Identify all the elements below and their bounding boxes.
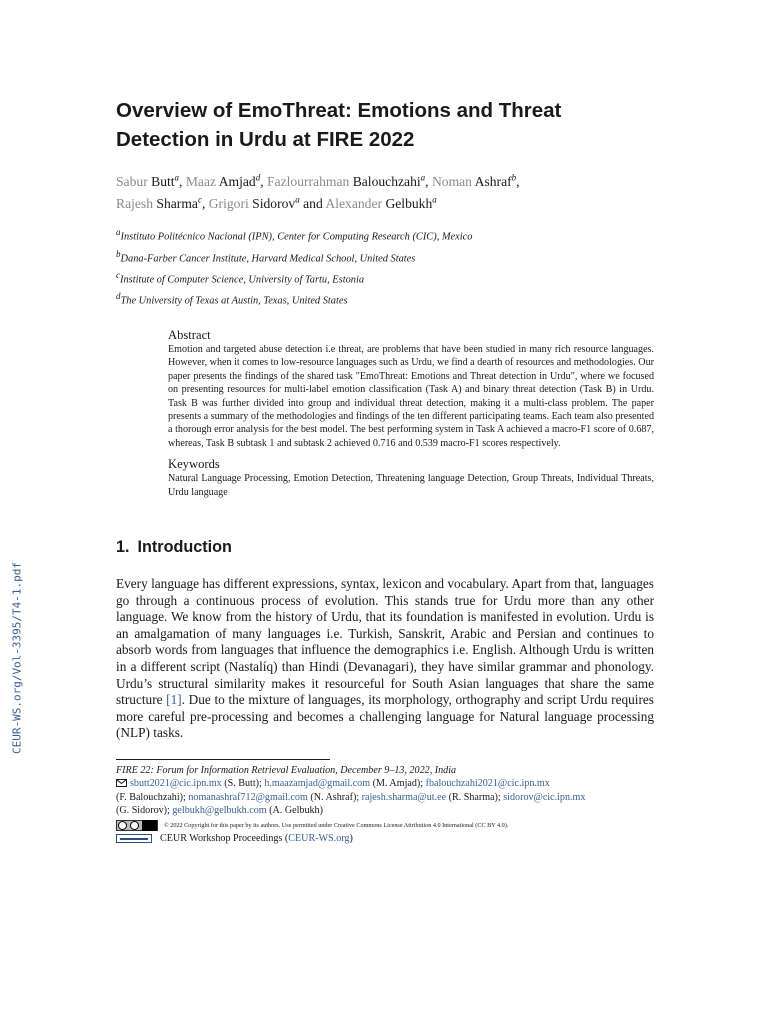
side-doi-link[interactable]: [8, 553, 26, 763]
author-first-name: Fazlourrahman: [267, 173, 350, 189]
author: Rajesh Sharma$^c$,: [116, 194, 209, 212]
venue-note: FIRE 22: Forum for Information Retrieval Evaluation, December 9–13, 2022, India: [116, 764, 457, 776]
author-aff-mark: a: [295, 194, 300, 205]
author-aff-mark: c: [197, 194, 202, 205]
affiliation-mark: a: [116, 227, 121, 238]
email-link[interactable]: h.maazamjad@gmail.com: [264, 778, 371, 790]
author-first-name: Alexander: [325, 196, 383, 212]
author-last-name: Amjad: [218, 173, 256, 189]
section-title: Introduction: [137, 538, 232, 556]
affiliation-mark: c: [116, 270, 120, 280]
author-aff-mark: b: [511, 172, 517, 182]
author: Grigori Sidorov$^a$ and: [208, 194, 326, 212]
author-last-name: Balouchzahi: [352, 173, 421, 189]
license-text: © 2022 Copyright for this paper by its authors. Use permitted under Creative Commons License Attribution 4.0 International (CC BY 4.0).: [164, 821, 509, 829]
author-last-name: Gelbukh: [385, 196, 433, 212]
affiliation-mark: d: [116, 291, 121, 302]
author: Sabur Butt$^a$,: [116, 172, 186, 189]
side-link-text[interactable]: CEUR-WS.org/Vol-3395/T4-1.pdf: [10, 561, 24, 755]
keywords-text: Natural Language Processing, Emotion Detection, Threatening language Detection, Group Threats, Individual Threats, Urdu language: [168, 473, 654, 498]
affiliation-mark: b: [116, 248, 121, 259]
email-link[interactable]: fbalouchzahi2021@cic.ipn.mx: [425, 778, 550, 790]
author: Maaz Amjad$^d$,: [185, 172, 267, 189]
author-last-name: Ashraf: [474, 173, 512, 189]
abstract-heading: Abstract: [168, 327, 211, 342]
cc-by-badge[interactable]: [116, 820, 158, 831]
section-number: 1.: [116, 538, 130, 556]
citation-link[interactable]: [1]: [166, 692, 182, 708]
email-link[interactable]: nomanashraf712@gmail.com: [188, 791, 308, 803]
author-last-name: Butt: [151, 173, 175, 189]
author-first-name: Grigori: [208, 196, 249, 212]
ceur-logo: [116, 834, 152, 843]
author-aff-mark: a: [174, 172, 180, 182]
author: [325, 196, 436, 211]
abstract-text: Emotion and targeted abuse detection i.e threat, are problems that have been studied in many rich resource languages. However, when it comes to low-resource languages such as Urdu, we find a dearth of resources and methodologies. Our paper presents the findings of the shared task "EmoThreat: Emotions and Threat detection in Urdu", where we focused on presenting resources for multi-label emotion classification (Task A) and binary threat detection (Task B) in Urdu. Task B was further divided into group and individual threat detection, making it a multi-class problem. The paper presents a summary of the methodologies and findings of the ten different participating teams. Each team also presented a thorough error analysis for the best model. The best performing system in Task A achieved a macro-F1 score of 0.687, whereas, Task B subtask 1 and subtask 2 achieved 0.716 and 0.539 macro-F1 scores respectively.: [168, 343, 654, 449]
email-link[interactable]: rajesh.sharma@ut.ee: [361, 791, 447, 803]
section-heading-introduction: [116, 537, 654, 557]
email-link[interactable]: sbutt2021@cic.ipn.mx: [130, 778, 222, 790]
affiliation-item: [116, 267, 654, 288]
author-aff-mark: a: [420, 172, 426, 182]
affiliation-text: Dana-Farber Cancer Institute, Harvard Medical School, United States: [120, 253, 416, 264]
affiliation-item: [116, 288, 654, 309]
affiliation-text: The University of Texas at Austin, Texas, United States: [120, 295, 348, 307]
author-first-name: Sabur: [116, 173, 148, 189]
affiliation-item: [116, 246, 654, 267]
footnote-block: [116, 764, 654, 845]
envelope-icon: [116, 779, 127, 787]
author: Fazlourrahman Balouchzahi$^a$,: [267, 172, 432, 189]
author-last-name: Sidorov: [252, 196, 296, 212]
license-row: [116, 820, 654, 831]
affiliation-text: Instituto Politécnico Nacional (IPN), Center for Computing Research (CIC), Mexico: [120, 231, 473, 243]
paper-page: [116, 96, 654, 845]
email-link[interactable]: gelbukh@gelbukh.com: [172, 805, 267, 817]
author-first-name: Rajesh: [116, 196, 153, 212]
footnote-divider: [116, 759, 330, 760]
keywords-heading: Keywords: [168, 457, 220, 472]
author: Noman Ashraf$^b$,: [431, 172, 520, 189]
author-aff-mark: d: [255, 172, 261, 182]
author-first-name: Maaz: [185, 173, 217, 189]
author-last-name: Sharma: [156, 196, 198, 212]
affiliation-item: [116, 224, 654, 245]
ceur-row: [116, 832, 654, 845]
affiliation-list: [116, 224, 654, 310]
abstract-block: [168, 328, 654, 499]
paper-title: Overview of EmoThreat: Emotions and Threat Detection in Urdu at FIRE 2022: [116, 99, 562, 151]
affiliation-text: Institute of Computer Science, University of Tartu, Estonia: [120, 274, 365, 286]
author-aff-mark: a: [432, 194, 437, 205]
email-list: sbutt2021@cic.ipn.mx (S. Butt); h.maazamjad@gmail.com (M. Amjad); fbalouchzahi2021@cic.ipn.mx (F. Balouchzahi); nomanashraf712@gmail.com (N. Ashraf); rajesh.sharma@ut.ee (R. Sharma); sidorov@cic.ipn.mx (G. Sidorov); gelbukh@gelbukh.com (A. Gelbukh): [116, 778, 586, 817]
ceur-link[interactable]: CEUR-WS.org: [288, 832, 350, 844]
author-first-name: Noman: [431, 173, 472, 189]
ceur-proceedings-label: CEUR Workshop Proceedings (CEUR-WS.org): [160, 832, 353, 844]
email-link[interactable]: sidorov@cic.ipn.mx: [503, 791, 586, 803]
intro-paragraph: Every language has different expressions, syntax, lexicon and vocabulary. Apart from that, languages go through a continuous process of evolution. This stands true for Urdu more than any other language. We know from the history of Urdu, that its foundation is manifested in evolution. Urdu is an amalgamation of many languages i.e. Turkish, Sanskrit, Arabic and Persian and continues to absorb words from languages that influence the demographics i.e. English. Although Urdu is written in a different script (Nastalíq) than Hindi (Devanagari), they have similar grammar and phonology. Urdu’s structural similarity makes it resourceful for South Asian languages that share the same structure [1]. Due to the mixture of languages, its morphology, orthography and script Urdu requires more careful pre-processing and becomes a challenging language for Natural language processing (NLP) tasks.: [116, 576, 654, 741]
author-list: [116, 168, 654, 213]
